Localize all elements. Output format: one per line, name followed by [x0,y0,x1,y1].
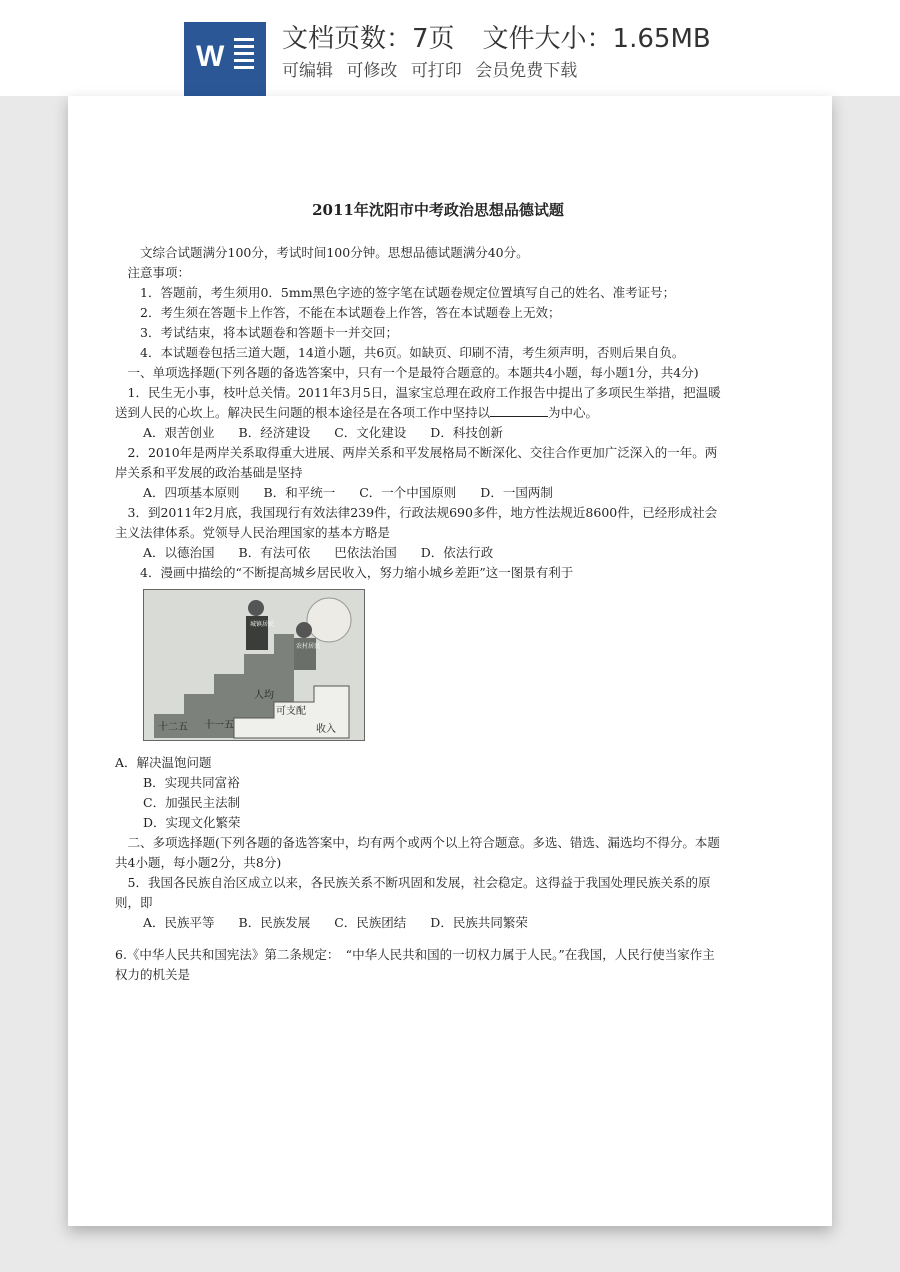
download-banner [0,0,900,96]
option: C．民族团结 [334,915,407,930]
banner-title [282,18,711,55]
option: C．文化建设 [334,425,407,440]
banner-tags [282,56,585,81]
tag-modifiable: 可修改 [346,61,398,81]
option: A．四项基本原则 [143,485,240,500]
section-heading-single-choice: 一、单项选择题(下列各题的备选答案中，只有一个是最符合题意的。本题共4小题，每小题1分，共4分) [127,365,699,380]
section-heading-multi-choice: 二、多项选择题(下列各题的备选答案中，均有两个或两个以上符合题意。多选、错选、漏选均不得分。本题共4小题，每小题2分，共8分) [115,835,720,870]
question-3: 3．到2011年2月底，我国现行有效法律239件，行政法规690多件，地方性法规近8600件，已经形成社会主义法律体系。党领导人民治理国家的基本方略是 [115,505,718,540]
word-icon-letter: W [196,40,225,73]
option: C．一个中国原则 [359,485,457,500]
answer-blank [490,416,548,417]
option: B．实现共同富裕 [143,775,240,790]
step-label-per-capita: 人均 [254,690,274,701]
question-6: 6.《中华人民共和国宪法》第二条规定： “中华人民共和国的一切权力属于人民。”在我国，人民行使当家作主权力的机关是 [115,947,715,982]
document-body [115,96,727,985]
tag-member-download: 会员免费下载 [475,61,578,81]
question-2-options [115,483,727,503]
cartoon-face [307,598,351,642]
option: A．以德治国 [143,545,215,560]
notice-item: 1．答题前，考生须用0．5mm黑色字迹的签字笔在试题卷规定位置填写自己的姓名、准考证号； [140,285,676,300]
notice-item: 3．考试结束，将本试题卷和答题卡一并交回； [140,325,398,340]
question-4-options [115,773,727,833]
question-4-option-a: A．解决温饱问题 [115,755,212,770]
figure-label-urban: 城镇居民 [250,621,275,628]
question-1-tail: 为中心。 [548,405,599,420]
page-count: 文档页数：7页 [282,24,455,54]
file-size: 文件大小：1.65MB [482,24,711,54]
option: D．一国两制 [480,485,553,500]
figure-label-rural: 农村居民 [296,643,321,650]
cartoon-image [143,589,365,741]
notice-heading: 注意事项： [127,265,191,280]
option: B．经济建设 [238,425,311,440]
option: D．依法行政 [420,545,494,560]
notice-item: 4．本试题卷包括三道大题，14道小题，共6页。如缺页、印刷不清，考生须声明，否则后果自负。 [140,345,685,360]
question-2: 2．2010年是两岸关系取得重大进展、两岸关系和平发展格局不断深化、交往合作更加广泛深入的一年。两岸关系和平发展的政治基础是坚持 [115,445,718,480]
option: A．艰苦创业 [143,425,215,440]
question-5-options [115,913,727,933]
question-5: 5．我国各民族自治区成立以来，各民族关系不断巩固和发展，社会稳定。这得益于我国处理民族关系的原则，即 [115,875,711,910]
option: B．和平统一 [263,485,336,500]
step-label-income: 收入 [316,724,336,735]
question-1 [115,383,727,423]
question-3-options [115,543,727,563]
option: 巴依法治国 [334,545,397,560]
option: D．实现文化繁荣 [143,815,241,830]
stair-label-11th: 十一五 [204,720,234,731]
tag-editable: 可编辑 [282,61,333,81]
question-1-options [115,423,727,443]
option: A．民族平等 [143,915,215,930]
notice-item: 2．考生须在答题卡上作答，不能在本试题卷上作答，答在本试题卷上无效； [140,305,561,320]
option: D．科技创新 [430,425,503,440]
option: B．民族发展 [238,915,311,930]
tag-printable: 可打印 [410,61,462,81]
question-4: 4．漫画中描绘的“不断提高城乡居民收入，努力缩小城乡差距”这一图景有利于 [140,565,574,580]
option: D．民族共同繁荣 [430,915,528,930]
option: B．有法可依 [238,545,311,560]
stair-label-12th: 十二五 [158,722,188,733]
step-label-disposable: 可支配 [276,706,306,717]
word-doc-icon [184,22,266,96]
document-title: 2011年沈阳市中考政治思想品德试题 [312,201,564,219]
question-1-text: 1．民生无小事，枝叶总关情。2011年3月5日，温家宝总理在政府工作报告中提出了多项民生举措，把温暖送到人民的心坎上。解决民生问题的根本途径是在各项工作中坚持以 [115,385,721,420]
option: C．加强民主法制 [143,795,241,810]
intro-text: 文综合试题满分100分，考试时间100分钟。思想品德试题满分40分。 [140,245,529,260]
